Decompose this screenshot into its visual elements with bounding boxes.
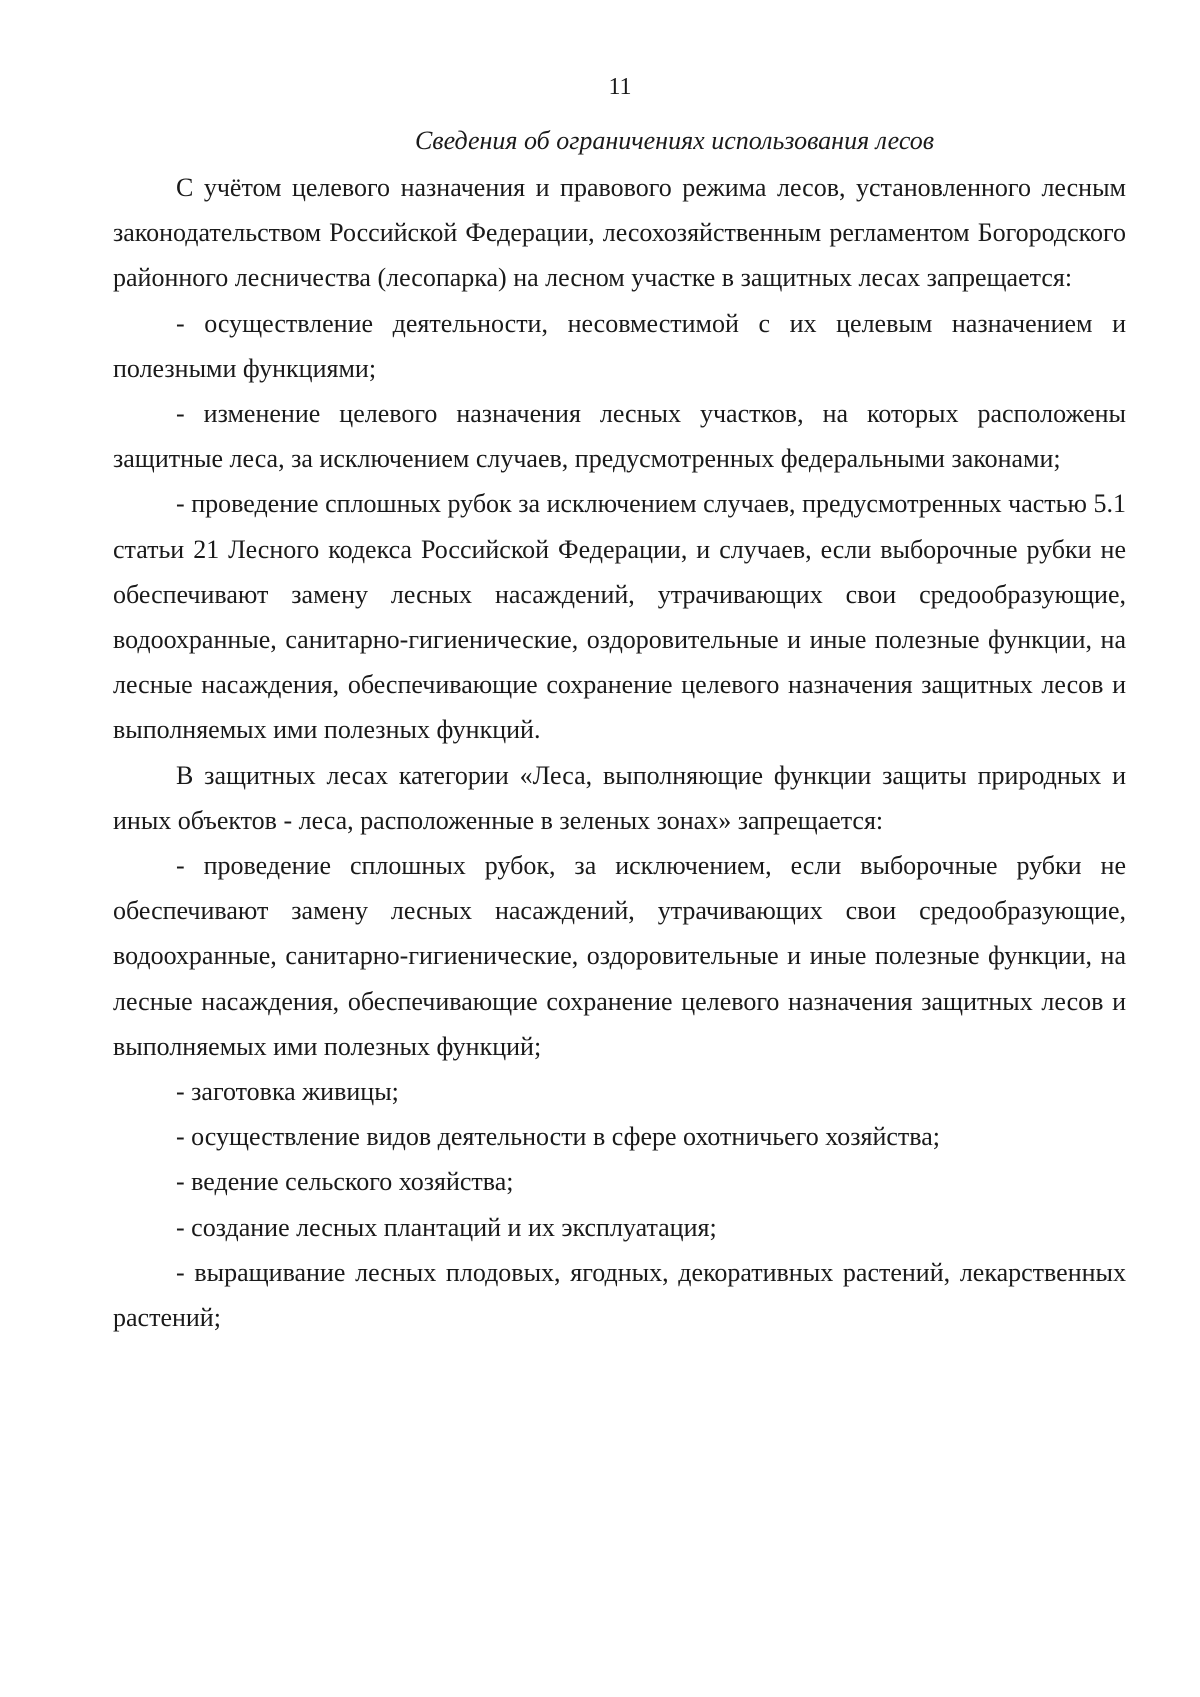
list-item: - осуществление деятельности, несовместимой с их целевым назначением и полезными функциями; bbox=[113, 308, 1126, 383]
section-title: Сведения об ограничениях использования лесов bbox=[414, 126, 935, 155]
paragraph-green-zones: В защитных лесах категории «Леса, выполняющие функции защиты природных и иных объектов - леса, расположенные в зеленых зонах» запрещается: bbox=[113, 760, 1126, 835]
body-text bbox=[113, 165, 1126, 1340]
list-item: - ведение сельского хозяйства; bbox=[176, 1167, 514, 1197]
page-number: 11 bbox=[608, 74, 632, 100]
list-item: - проведение сплошных рубок за исключением случаев, предусмотренных частью 5.1 статьи 21 Лесного кодекса Российской Федерации, и случаев, если выборочные рубки не обеспечивают замену лесных насаждений, утрачивающих свои средообразующие, водоохранные, санитарно-гигиенические, оздоровительные и иные полезные функции, на лесные насаждения, обеспечивающие сохранение целевого назначения защитных лесов и выполняемых ими полезных функций. bbox=[113, 489, 1126, 745]
list-item: - изменение целевого назначения лесных участков, на которых расположены защитные леса, за исключением случаев, предусмотренных федеральными законами; bbox=[113, 399, 1126, 474]
list-item: - создание лесных плантаций и их эксплуатация; bbox=[176, 1212, 717, 1242]
list-item: - выращивание лесных плодовых, ягодных, декоративных растений, лекарственных растений; bbox=[113, 1257, 1126, 1333]
paragraph-intro: С учётом целевого назначения и правового режима лесов, установленного лесным законодательством Российской Федерации, лесохозяйственным регламентом Богородского районного лесничества (лесопарка) на лесном участке в защитных лесах запрещается: bbox=[113, 173, 1126, 293]
list-item: - осуществление видов деятельности в сфере охотничьего хозяйства; bbox=[176, 1122, 940, 1152]
list-item: - заготовка живицы; bbox=[176, 1077, 399, 1107]
list-item: - проведение сплошных рубок, за исключением, если выборочные рубки не обеспечивают замену лесных насаждений, утрачивающих свои средообразующие, водоохранные, санитарно-гигиенические, оздоровительные и иные полезные функции, на лесные насаждения, обеспечивающие сохранение целевого назначения защитных лесов и выполняемых ими полезных функций; bbox=[113, 851, 1126, 1061]
